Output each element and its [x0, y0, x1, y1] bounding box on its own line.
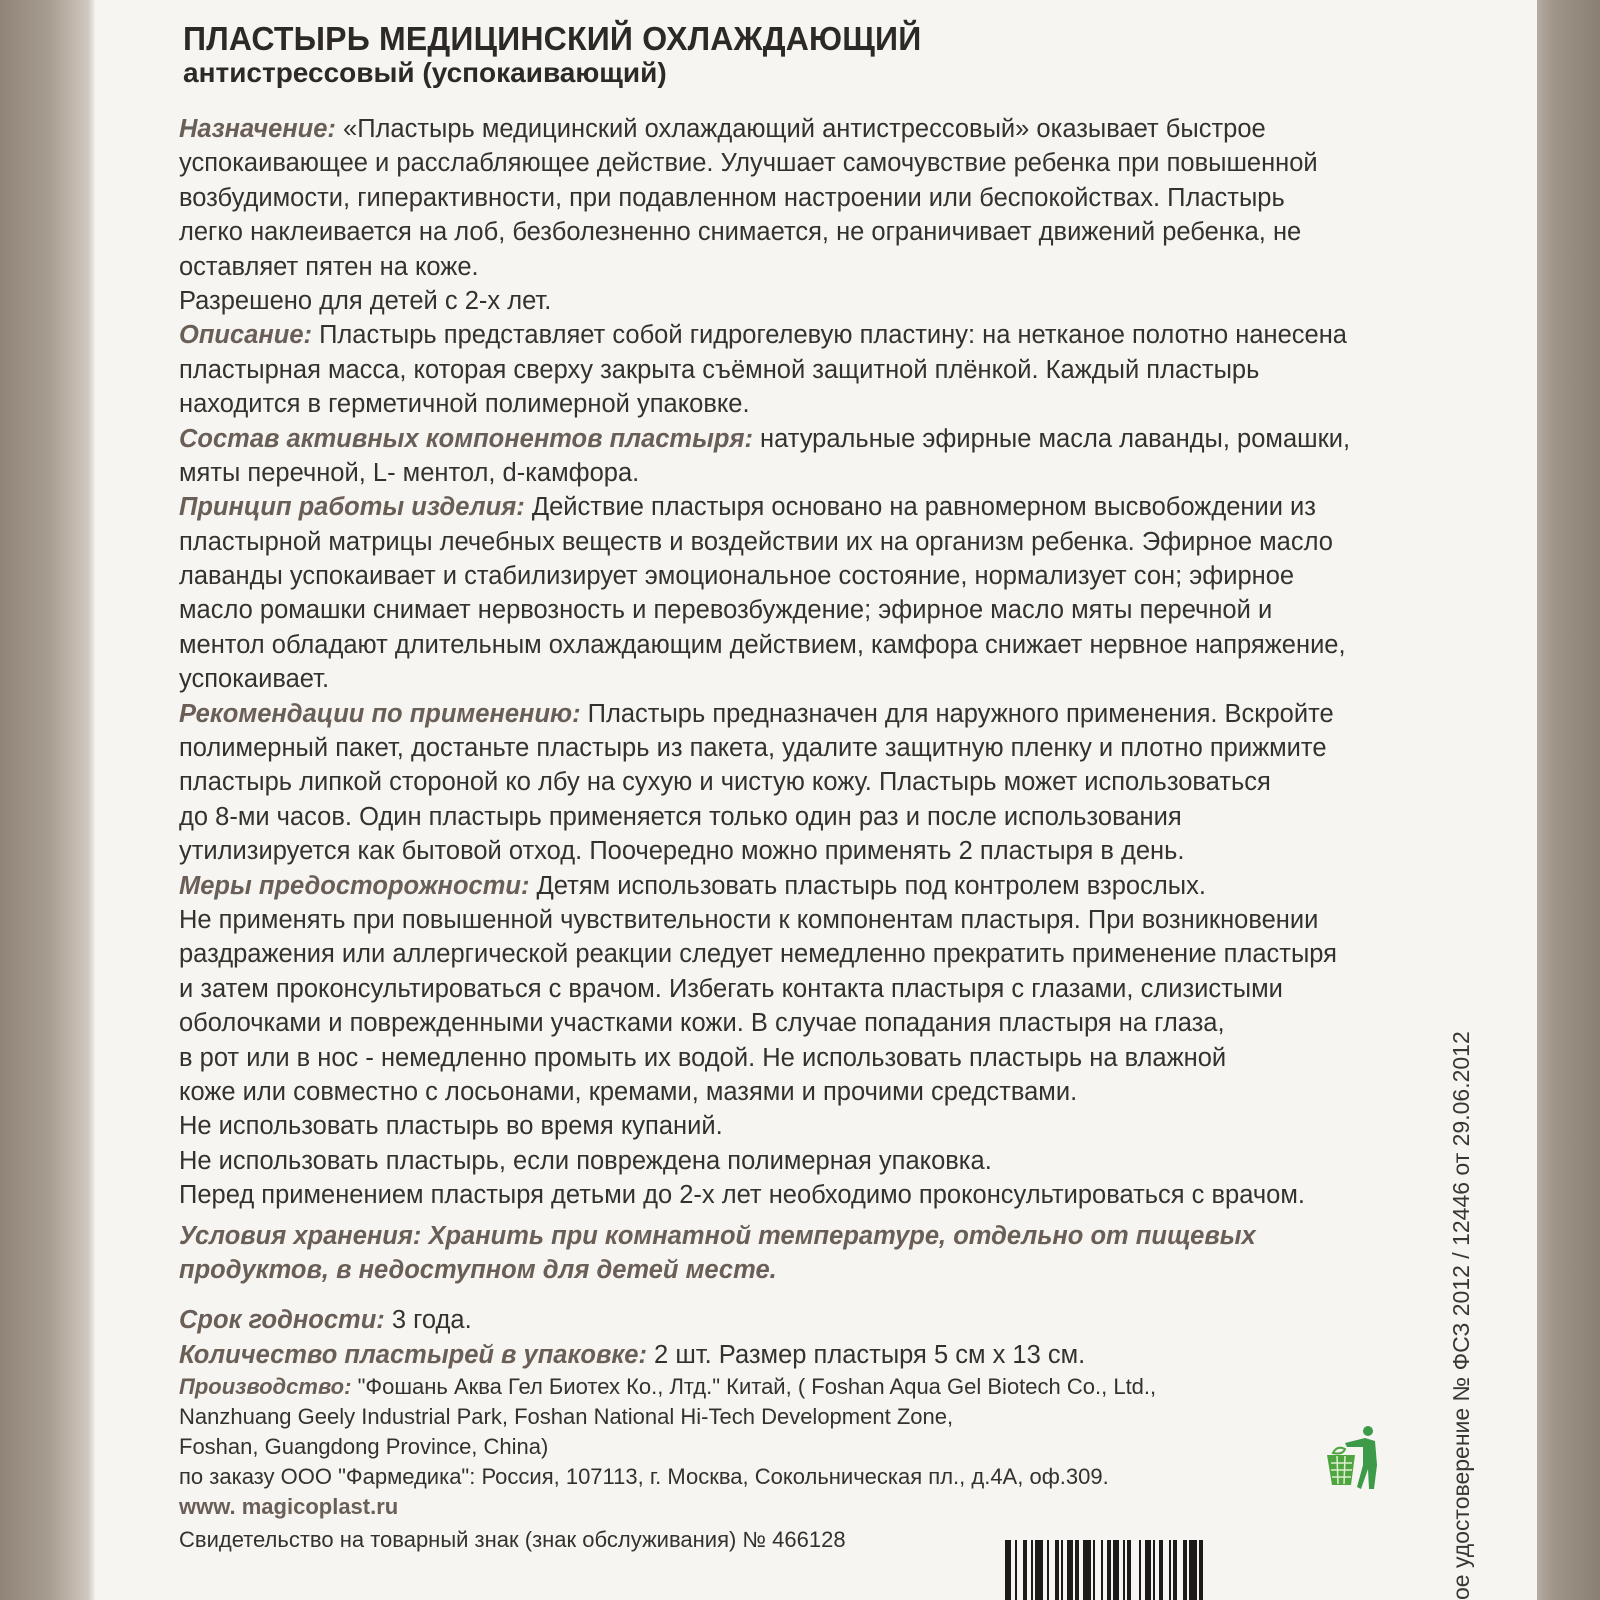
section-line: легко наклеивается на лоб, безболезненно снимается, не ограничивает движений ребенка, не [179, 218, 1302, 247]
section [179, 697, 1419, 869]
section-text: Пластырь предназначен для наружного применения. Вскройте [580, 699, 1334, 728]
shelf-life [179, 1303, 1419, 1337]
section-line: в рот или в нос - немедленно промыть их водой. Не использовать пластырь на влажной [179, 1043, 1227, 1072]
production-text: "Фошань Аква Гел Биотех Ко., Лтд." Китай, ( Foshan Aqua Gel Biotech Co., Ltd., [351, 1374, 1157, 1400]
section-line: полимерный пакет, достаньте пластырь из пакета, удалите защитную пленку и плотно прижмите [179, 734, 1327, 763]
section-label: Описание: [179, 321, 313, 350]
section-line [179, 490, 1419, 524]
section-line: масло ромашки снимает нервозность и перевозбуждение; эфирное масло мяты перечной и [179, 596, 1273, 625]
section [179, 422, 1419, 491]
section-line: пластырная масса, которая сверху закрыта съёмной защитной плёнкой. Каждый пластырь [179, 355, 1260, 384]
section-line [179, 112, 1419, 146]
section-text: «Пластырь медицинский охлаждающий антистрессовый» оказывает быстрое [335, 115, 1266, 143]
website-link[interactable]: www. magicoplast.ru [179, 1494, 399, 1520]
section-line [179, 422, 1419, 456]
section-line: мяты перечной, L- ментол, d-камфора. [179, 458, 640, 487]
section-line: оставляет пятен на коже. [179, 252, 479, 281]
barcode-bar [1131, 1540, 1139, 1600]
quantity [179, 1338, 1419, 1372]
section-line: коже или совместно с лосьонами, кремами, мазями и прочими средствами. [179, 1077, 1078, 1106]
barcode-bar [1083, 1540, 1091, 1600]
instructions-body [179, 112, 1419, 1555]
section-text: натуральные эфирные масла лаванды, ромашки, [752, 424, 1351, 453]
section [179, 112, 1419, 318]
production-text: Nanzhuang Geely Industrial Park, Foshan National Hi-Tech Development Zone, [179, 1404, 954, 1430]
section-label: Назначение: [179, 115, 336, 143]
section [179, 869, 1419, 1213]
section-line: оболочками и поврежденными участками кожи. В случае попадания пластыря на глаза, [179, 1009, 1225, 1038]
section-line [179, 697, 1419, 731]
section-line: раздражения или аллергической реакции следует немедленно прекратить применение пластыря [179, 940, 1337, 969]
barcode-bar [1203, 1540, 1205, 1600]
storage-label: Условия хранения: [179, 1221, 422, 1250]
section-line: ментол обладают длительным охлаждающим действием, камфора снижает нервное напряжение, [179, 630, 1346, 659]
shelf-life-label: Срок годности: [179, 1306, 385, 1335]
quantity-label: Количество пластырей в упаковке: [179, 1340, 647, 1369]
storage-section [179, 1219, 1419, 1288]
section-line: находится в герметичной полимерной упаковке. [179, 390, 750, 419]
section-label: Принцип работы изделия: [179, 493, 525, 522]
section-line: Не использовать пластырь, если повреждена полимерная упаковка. [179, 1146, 992, 1175]
storage-text: продуктов, в недоступном для детей месте. [179, 1255, 777, 1284]
section-label: Рекомендации по применению: [179, 699, 581, 728]
product-title: ПЛАСТЫРЬ МЕДИЦИНСКИЙ ОХЛАЖДАЮЩИЙ [183, 20, 922, 57]
barcode-bar [1189, 1540, 1197, 1600]
production-label: Производство: [179, 1374, 352, 1400]
section-line: Разрешено для детей с 2-х лет. [179, 286, 552, 315]
section-line [179, 318, 1419, 352]
trademark-text: Свидетельство на товарный знак (знак обслуживания) № 466128 [179, 1527, 846, 1553]
section-line: успокаивающее и расслабляющее действие. Улучшает самочувствие ребенка при повышенной [179, 149, 1318, 178]
section-line [179, 869, 1419, 903]
shelf-life-value: 3 года. [384, 1306, 472, 1335]
section-line: до 8-ми часов. Один пластырь применяется только один раз и после использования [179, 802, 1182, 831]
quantity-value: 2 шт. Размер пластыря 5 см х 13 см. [646, 1340, 1086, 1369]
section-line: лаванды успокаивает и стабилизирует эмоциональное состояние, нормализует сон; эфирное [179, 562, 1295, 591]
registration-text: ое удостоверение № ФСЗ 2012 / 12446 от 29.06.2012 [1448, 1031, 1474, 1600]
section-line: Перед применением пластыря детьми до 2-х лет необходимо проконсультироваться с врачом. [179, 1181, 1305, 1210]
barcode [1005, 1540, 1365, 1600]
section-text: Действие пластыря основано на равномерном высвобождении из [524, 493, 1316, 522]
product-subtitle: антистрессовый (успокаивающий) [183, 57, 667, 88]
section-text: Пластырь представляет собой гидрогелевую пластину: на нетканое полотно нанесена [312, 321, 1347, 350]
section-line: и затем проконсультироваться с врачом. Избегать контакта пластыря с глазами, слизистыми [179, 974, 1283, 1003]
storage-text: Хранить при комнатной температуре, отдельно от пищевых [421, 1221, 1256, 1250]
section-line: Не применять при повышенной чувствительности к компонентам пластыря. При возникновении [179, 905, 1319, 934]
section [179, 318, 1419, 421]
section-line: утилизируется как бытовой отход. Поочередно можно применять 2 пластыря в день. [179, 837, 1185, 866]
tidyman-trash-icon [1325, 1425, 1385, 1498]
production-section [179, 1372, 1419, 1555]
production-text: по заказу ООО "Фармедика": Россия, 107113, г. Москва, Сокольническая пл., д.4А, оф.309. [179, 1464, 1109, 1490]
section-line: пластырной матрицы лечебных веществ и воздействии их на организм ребенка. Эфирное масло [179, 527, 1333, 556]
section-line: Не использовать пластырь во время купаний. [179, 1112, 723, 1141]
production-text: Foshan, Guangdong Province, China) [179, 1434, 549, 1460]
section-label: Состав активных компонентов пластыря: [179, 424, 753, 453]
section-line: пластырь липкой стороной ко лбу на сухую и чистую кожу. Пластырь может использоваться [179, 768, 1271, 797]
section [179, 490, 1419, 696]
barcode-bar [1035, 1540, 1043, 1600]
section-label: Меры предосторожности: [179, 871, 530, 900]
section-line: успокаивает. [179, 665, 330, 694]
section-line: возбудимости, гиперактивности, при подавленном настроении или беспокойствах. Пластырь [179, 183, 1285, 212]
section-text: Детям использовать пластырь под контролем взрослых. [529, 871, 1206, 900]
